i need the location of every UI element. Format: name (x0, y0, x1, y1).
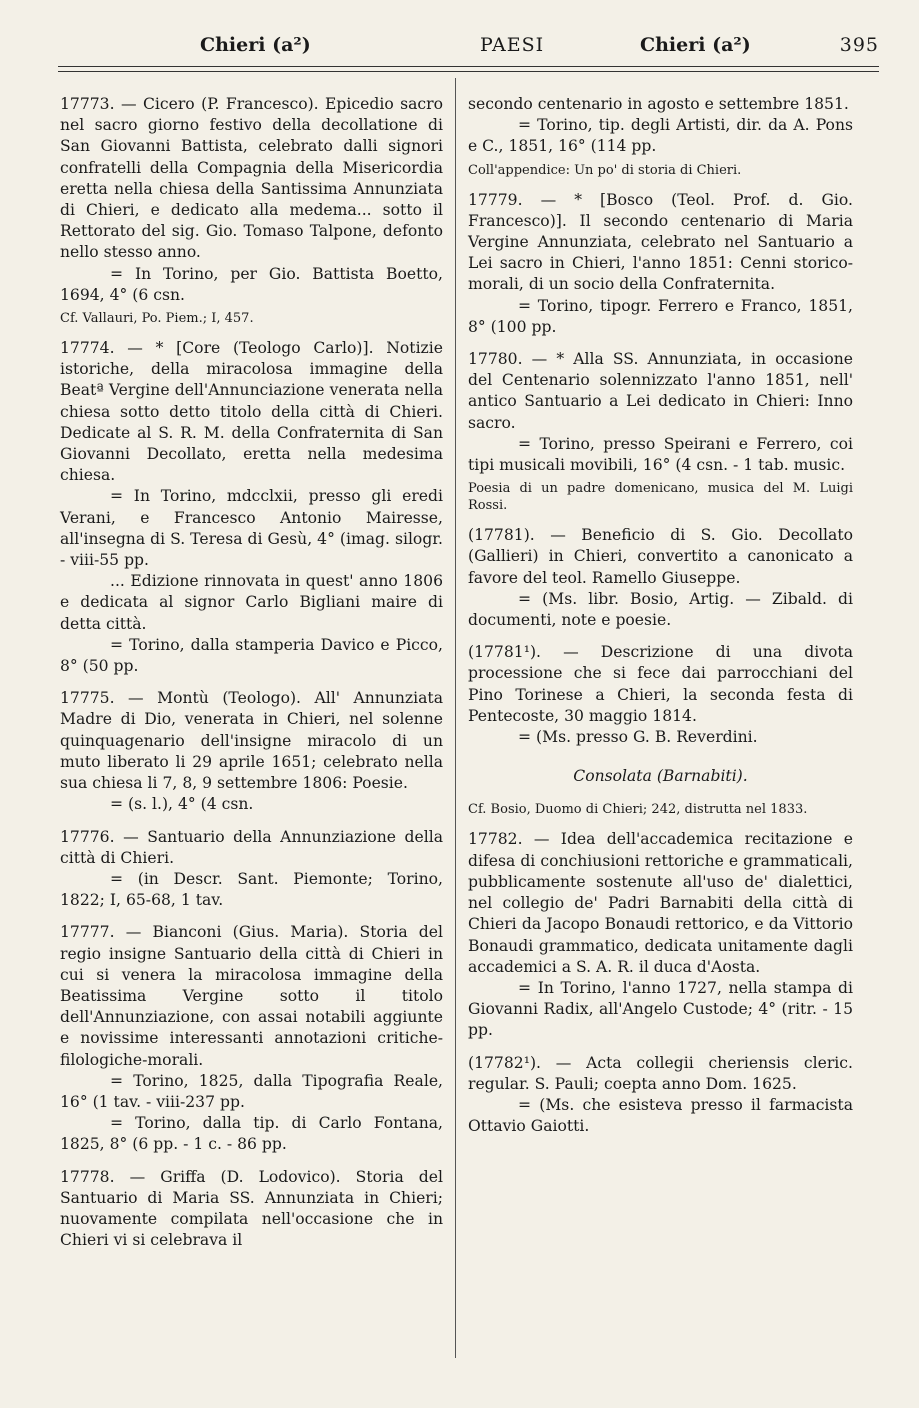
entry-note: Poesia di un padre domenicano, musica del M. Luigi Rossi. (468, 481, 853, 514)
entry-text: 17773. — Cicero (P. Francesco). Epicedio sacro nel sacro giorno festivo della decollatione di San Giovanni Battista, celebrato dalli signori confratelli della Compagnia della Misericordia eretta nella chiesa della Santissima Annunziata di Chieri, e dedicato alla medema... sotto il Rettorato del sig. Gio. Tomaso Talpone, defonto nello stesso anno. (60, 95, 443, 262)
catalog-entry (468, 349, 853, 514)
entry-imprint: = In Torino, per Gio. Battista Boetto, 1694, 4° (6 csn. (60, 264, 443, 304)
section-block (468, 766, 853, 818)
entry-text: ... Edizione rinnovata in quest' anno 1806 e dedicata al signor Carlo Bigliani maire di detta città. (60, 572, 443, 633)
entry-text: 17776. — Santuario della Annunziazione della città di Chieri. (60, 827, 443, 867)
catalog-entry (60, 922, 443, 1155)
catalog-entry (60, 338, 443, 677)
entry-note: Cf. Vallauri, Po. Piem.; I, 457. (60, 311, 254, 327)
header-rule (58, 66, 879, 67)
entry-imprint: = Torino, presso Speirani e Ferrero, coi tipi musicali movibili, 16° (4 csn. - 1 tab. music. (468, 434, 853, 475)
entry-text: (17781). — Beneficio di S. Gio. Decollato (Gallieri) in Chieri, convertito a canonicato a favore del teol. Ramello Giuseppe. (468, 526, 853, 587)
catalog-entry (468, 1053, 853, 1138)
entry-imprint: = Torino, tip. degli Artisti, dir. da A. Pons e C., 1851, 16° (114 pp. (468, 116, 853, 156)
right-column (468, 94, 853, 1148)
header-rule-double (58, 71, 879, 72)
entry-imprint: = (Ms. che esisteva presso il farmacista Ottavio Gaiotti. (468, 1095, 853, 1136)
entry-imprint: = Torino, dalla stamperia Davico e Picco, 8° (50 pp. (60, 635, 443, 676)
catalog-entry (468, 642, 853, 748)
entry-text: 17782. — Idea dell'accademica recitazione e difesa di conchiusioni rettoriche e grammaticali, pubblicamente sostenute all'uso de' dialettici, nel collegio de' Padri Barnabiti della città di Chieri da Jacopo Bonaudi rettorico, e da Vittorio Bonaudi grammatico, dedicata unitamente dagli accademici a S. A. R. il duca d'Aosta. (468, 830, 853, 976)
running-header (60, 34, 879, 64)
entry-text: 17777. — Bianconi (Gius. Maria). Storia del regio insigne Santuario della città di Chieri in cui si venera la miracolosa immagine della Beatissima Vergine sotto il titolo dell'Annunziazione, con assai notabili aggiunte e novissime interessanti annotazioni critiche-filologiche-morali. (60, 923, 443, 1069)
page-number: 395 (839, 34, 879, 56)
catalog-entry (468, 190, 853, 338)
catalog-entry (60, 1167, 443, 1252)
entry-imprint: = In Torino, l'anno 1727, nella stampa di Giovanni Radix, all'Angelo Custode; 4° (ritr. - 15 pp. (468, 978, 853, 1040)
entry-text: (17781¹). — Descrizione di una divota processione che si fece dai parrocchiani del Pino Torinese a Chieri, la seconda festa di Pentecoste, 30 maggio 1814. (468, 643, 853, 725)
entry-text: (17782¹). — Acta collegii cheriensis cleric. regular. S. Pauli; coepta anno Dom. 1625. (468, 1053, 853, 1093)
entry-imprint: = In Torino, mdcclxii, presso gli eredi Verani, e Francesco Antonio Mairesse, all'insegna di S. Teresa di Gesù, 4° (imag. silogr. - viii-55 pp. (60, 487, 443, 570)
section-heading (468, 766, 853, 787)
entry-imprint: = Torino, dalla tip. di Carlo Fontana, 1825, 8° (6 pp. - 1 c. - 86 pp. (60, 1114, 443, 1154)
header-left-title: Chieri (a²) (200, 34, 311, 56)
entry-text: 17774. — * [Core (Teologo Carlo)]. Notizie istoriche, della miracolosa immagine della Beatª Vergine dell'Annunciazione venerata nella chiesa sotto detto titolo della città di Chieri. Dedicate al S. R. M. della Confraternita di San Giovanni Decollato, eretta nella medesima chiesa. (60, 339, 443, 485)
catalog-entry (468, 94, 853, 179)
entry-imprint: = Torino, tipogr. Ferrero e Franco, 1851, 8° (100 pp. (468, 296, 853, 336)
entry-imprint: = (Ms. presso G. B. Reverdini. (518, 728, 758, 747)
entry-text: 17779. — * [Bosco (Teol. Prof. d. Gio. Francesco)]. Il secondo centenario di Maria Vergine Annunziata, celebrato nel Santuario a Lei sacro in Chieri, l'anno 1851: Cenni storico-morali, di un socio della Confraternita. (468, 190, 853, 294)
catalog-entry (468, 525, 853, 631)
header-section-title: PAESI (480, 34, 545, 56)
catalog-entry (60, 827, 443, 912)
header-right-title: Chieri (a²) (640, 34, 751, 56)
entry-imprint: = (in Descr. Sant. Piemonte; Torino, 1822; I, 65-68, 1 tav. (60, 869, 443, 910)
catalog-entry (468, 829, 853, 1041)
left-column (60, 94, 443, 1262)
entry-text: secondo centenario in agosto e settembre 1851. (468, 95, 849, 113)
column-divider (455, 78, 456, 1358)
entry-note: Cf. Bosio, Duomo di Chieri; 242, distrutta nel 1833. (468, 802, 808, 818)
entry-text: 17775. — Montù (Teologo). All' Annunziata Madre di Dio, venerata in Chieri, nel solenne quinquagenario dell'insigne miracolo di un muto liberato li 29 aprile 1651; celebrato nella sua chiesa li 7, 8, 9 settembre 1806: Poesie. (60, 689, 443, 793)
section-heading-text: Consolata (Barnabiti). (573, 767, 748, 786)
entry-note: Coll'appendice: Un po' di storia di Chieri. (468, 162, 742, 178)
entry-imprint: = (s. l.), 4° (4 csn. (110, 795, 254, 814)
entry-text: 17778. — Griffa (D. Lodovico). Storia del Santuario di Maria SS. Annunziata in Chieri; nuovamente compilata nell'occasione che in Chieri vi si celebrava il (60, 1167, 443, 1250)
entry-imprint: = Torino, 1825, dalla Tipografia Reale, 16° (1 tav. - viii-237 pp. (60, 1071, 443, 1111)
entry-imprint: = (Ms. libr. Bosio, Artig. — Zibald. di documenti, note e poesie. (468, 589, 853, 630)
catalog-entry (60, 688, 443, 815)
catalog-entry (60, 94, 443, 327)
entry-text: 17780. — * Alla SS. Annunziata, in occasione del Centenario solennizzato l'anno 1851, nell' antico Santuario a Lei dedicato in Chieri: Inno sacro. (468, 350, 853, 432)
